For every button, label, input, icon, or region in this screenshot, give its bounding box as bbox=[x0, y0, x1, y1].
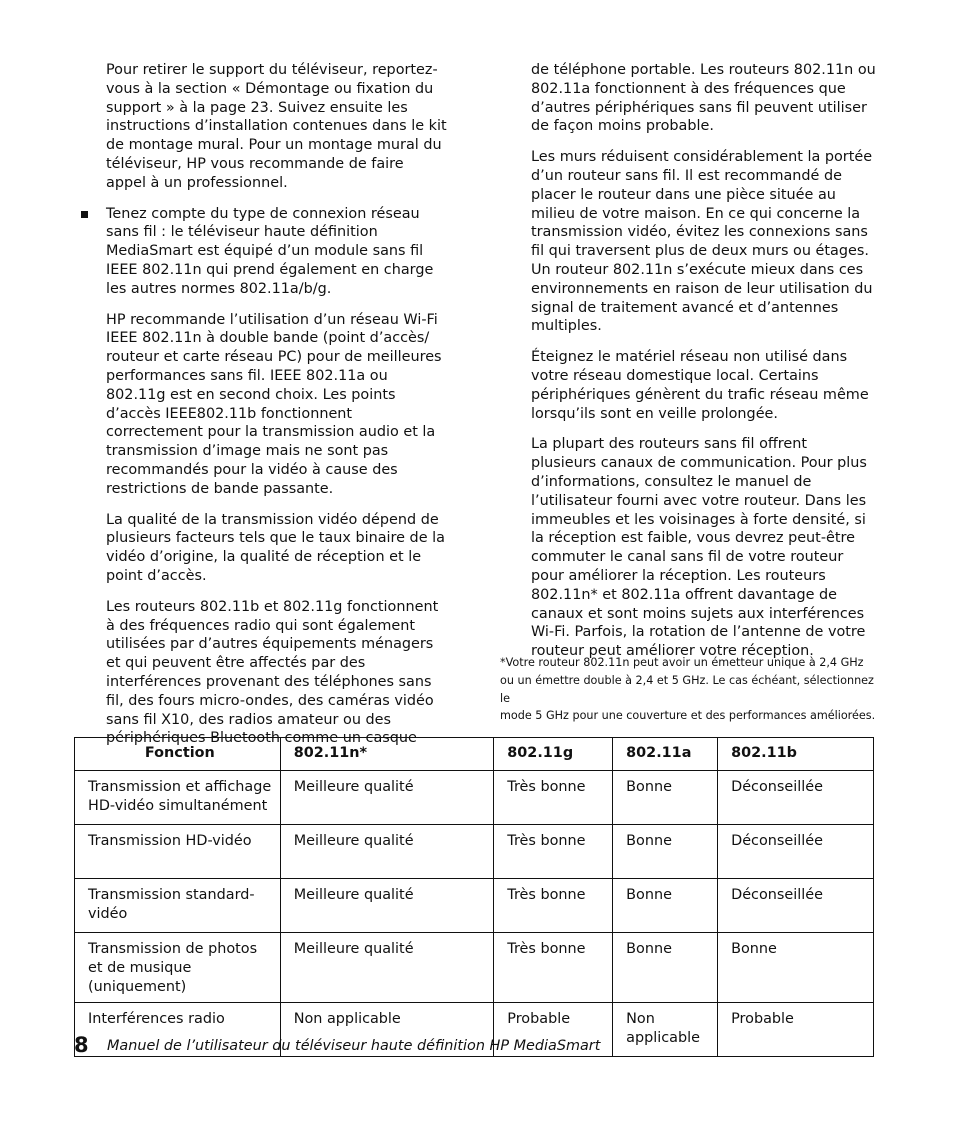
table-cell-function: Transmission et affichage HD-vidéo simultanément bbox=[75, 771, 281, 825]
table-cell: Très bonne bbox=[494, 771, 613, 825]
paragraph-stand-removal: Pour retirer le support du téléviseur, reportez-vous à la section « Démontage ou fixation du support » à la page 23. Suivez ensuite les instructions d’installation contenues dans le kit de montage mural. Pour un montage mural du téléviseur, HP vous recommande de faire appel à un professionnel. bbox=[106, 62, 447, 191]
column-header-80211n: 802.11n* bbox=[280, 738, 494, 771]
table-row bbox=[75, 771, 874, 825]
table-cell-function: Transmission HD-vidéo bbox=[75, 825, 281, 879]
paragraph-interference: Les routeurs 802.11b et 802.11g fonctionnent à des fréquences radio qui sont également utilisées par d’autres équipements ménagers et qui peuvent être affectés par des interférences provenant des téléphones sans fil, des fours micro-ondes, des caméras vidéo sans fil X10, des radios amateur ou des périphériques Bluetooth comme un casque bbox=[106, 598, 439, 747]
table-cell-function: Interférences radio bbox=[75, 1003, 281, 1057]
table-cell: Probable bbox=[494, 1003, 613, 1057]
paragraph-wireless-type: Tenez compte du type de connexion réseau sans fil : le téléviseur haute définition MediaSmart est équipé d’un module sans fil IEEE 802.11n qui prend également en charge les autres normes 802.11a/b/g. bbox=[106, 205, 434, 297]
table-cell-function: Transmission standard-vidéo bbox=[75, 879, 281, 933]
footnote-line: *Votre routeur 802.11n peut avoir un émetteur unique à 2,4 GHz bbox=[500, 656, 864, 669]
table-row bbox=[75, 879, 874, 933]
paragraph-walls: Les murs réduisent considérablement la portée d’un routeur sans fil. Il est recommandé de placer le routeur dans une pièce située au milieu de votre maison. En ce qui concerne la transmission vidéo, évitez les connexions sans fil qui traversent plus de deux murs ou étages. Un routeur 802.11n s’exécute mieux dans ces environnements en raison de leur utilisation du signal de traitement avancé et d’antennes multiples. bbox=[531, 149, 873, 335]
table-cell: Très bonne bbox=[494, 933, 613, 1003]
table-cell: Bonne bbox=[613, 933, 718, 1003]
table-cell: Probable bbox=[718, 1003, 874, 1057]
square-bullet-icon bbox=[81, 211, 88, 218]
column-header-function: Fonction bbox=[75, 738, 281, 771]
paragraph-video-quality: La qualité de la transmission vidéo dépend de plusieurs facteurs tels que le taux binaire de la vidéo d’origine, la qualité de réception et le point d’accès. bbox=[106, 511, 445, 584]
table-cell: Déconseillée bbox=[718, 771, 874, 825]
table-cell: Très bonne bbox=[494, 879, 613, 933]
page-number: 8 bbox=[74, 1033, 89, 1057]
column-header-80211b: 802.11b bbox=[718, 738, 874, 771]
paragraph-interference-continued: de téléphone portable. Les routeurs 802.11n ou 802.11a fonctionnent à des fréquences que d’autres périphériques sans fil peuvent utiliser de façon moins probable. bbox=[531, 62, 876, 135]
column-header-80211g: 802.11g bbox=[494, 738, 613, 771]
table-cell: Meilleure qualité bbox=[280, 933, 494, 1003]
table-row bbox=[75, 933, 874, 1003]
table-cell-function: Transmission de photos et de musique (uniquement) bbox=[75, 933, 281, 1003]
footnote bbox=[500, 654, 880, 725]
table-cell: Déconseillée bbox=[718, 825, 874, 879]
table-cell: Très bonne bbox=[494, 825, 613, 879]
left-column bbox=[106, 61, 448, 760]
table-cell: Meilleure qualité bbox=[280, 771, 494, 825]
wireless-standards-table bbox=[74, 737, 874, 1057]
table-cell: Déconseillée bbox=[718, 879, 874, 933]
table-cell: Non applicable bbox=[613, 1003, 718, 1057]
footer-title: Manuel de l’utilisateur du téléviseur haute définition HP MediaSmart bbox=[107, 1038, 601, 1054]
paragraph-hp-recommendation: HP recommande l’utilisation d’un réseau Wi-Fi IEEE 802.11n à double bande (point d’accès/ routeur et carte réseau PC) pour de meilleures performances sans fil. IEEE 802.11a ou 802.11g est en second choix. Les points d’accès IEEE802.11b fonctionnent correctement pour la transmission audio et la transmission d’image mais ne sont pas recommandés pour la vidéo à cause des restrictions de bande passante. bbox=[106, 311, 442, 497]
table-cell: Meilleure qualité bbox=[280, 825, 494, 879]
table-cell: Non applicable bbox=[280, 1003, 494, 1057]
table-cell: Bonne bbox=[613, 771, 718, 825]
paragraph-turn-off-equipment: Éteignez le matériel réseau non utilisé dans votre réseau domestique local. Certains périphériques génèrent du trafic réseau même lorsqu’ils sont en veille prolongée. bbox=[531, 349, 869, 422]
footnote-line: mode 5 GHz pour une couverture et des performances améliorées. bbox=[500, 709, 876, 723]
table-cell: Bonne bbox=[613, 825, 718, 879]
table-header-row bbox=[75, 738, 874, 771]
bullet-item-wireless-type bbox=[106, 205, 448, 299]
paragraph-channels: La plupart des routeurs sans fil offrent plusieurs canaux de communication. Pour plus d’informations, consultez le manuel de l’utilisateur fourni avec votre routeur. Dans les immeubles et les voisinages à forte densité, si la réception est faible, vous devrez peut-être commuter le canal sans fil de votre routeur pour améliorer la réception. Les routeurs 802.11n* et 802.11a offrent davantage de canaux et sont moins sujets aux interférences Wi-Fi. Parfois, la rotation de l’antenne de votre routeur peut améliorer votre réception. bbox=[531, 436, 867, 660]
right-column bbox=[531, 61, 876, 673]
table-cell: Meilleure qualité bbox=[280, 879, 494, 933]
table-row bbox=[75, 825, 874, 879]
table-cell: Bonne bbox=[613, 879, 718, 933]
table-cell: Bonne bbox=[718, 933, 874, 1003]
footnote-line: ou un émettre double à 2,4 et 5 GHz. Le cas échéant, sélectionnez le bbox=[500, 673, 874, 705]
column-header-80211a: 802.11a bbox=[613, 738, 718, 771]
